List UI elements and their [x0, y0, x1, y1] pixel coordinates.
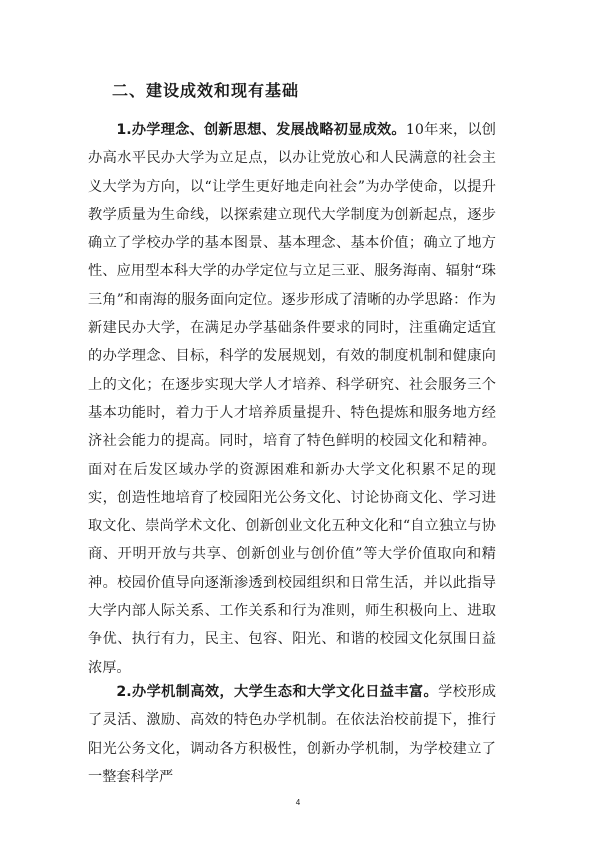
- body-paragraph: [88, 116, 496, 682]
- body-paragraph: [88, 678, 496, 791]
- paragraph-text: 10年来，以创办高水平民办大学为立足点，以办让党放心和人民满意的社会主义大学为方向，以“让学生更好地走向社会”为办学使命，以提升教学质量为生命线，以探索建立现代大学制度为创新起点，逐步确立了学校办学的基本图景、基本理念、基本价值；确立了地方性、应用型本科大学的办学定位与立足三亚、服务海南、辐射“珠三角”和南海的服务面向定位。逐步形成了清晰的办学思路：作为新建民办大学，在满足办学基础条件要求的同时，注重确定适宜的办学理念、目标，科学的发展规划，有效的制度机制和健康向上的文化；在逐步实现大学人才培养、科学研究、社会服务三个基本功能时，着力于人才培养质量提升、特色提炼和服务地方经济社会能力的提高。同时，培育了特色鲜明的校园文化和精神。面对在后发区域办学的资源困难和新办大学文化积累不足的现实，创造性地培育了校园阳光公务文化、讨论协商文化、学习进取文化、崇尚学术文化、创新创业文化五种文化和“自立独立与协商、开明开放与共享、创新创业与创价值”等大学价值取向和精神。校园价值导向逐渐渗透到校园组织和日常生活，并以此指导大学内部人际关系、工作关系和行为准则，师生积极向上、进取争优、执行有力，民主、包容、阳光、和谐的校园文化氛围日益浓厚。: [88, 122, 496, 676]
- section-heading: 二、建设成效和现有基础: [112, 81, 300, 100]
- paragraph-lead: 1.办学理念、创新思想、发展战略初显成效。: [116, 122, 406, 138]
- page-number: 4: [295, 798, 301, 807]
- paragraph-lead: 2.办学机制高效，大学生态和大学文化日益丰富。: [116, 684, 439, 700]
- paragraph-text: 学校形成了灵活、激励、高效的特色办学机制。在依法治校前提下，推行阳光公务文化，调动各方积极性，创新办学机制，为学校建立了一整套科学严: [88, 684, 496, 785]
